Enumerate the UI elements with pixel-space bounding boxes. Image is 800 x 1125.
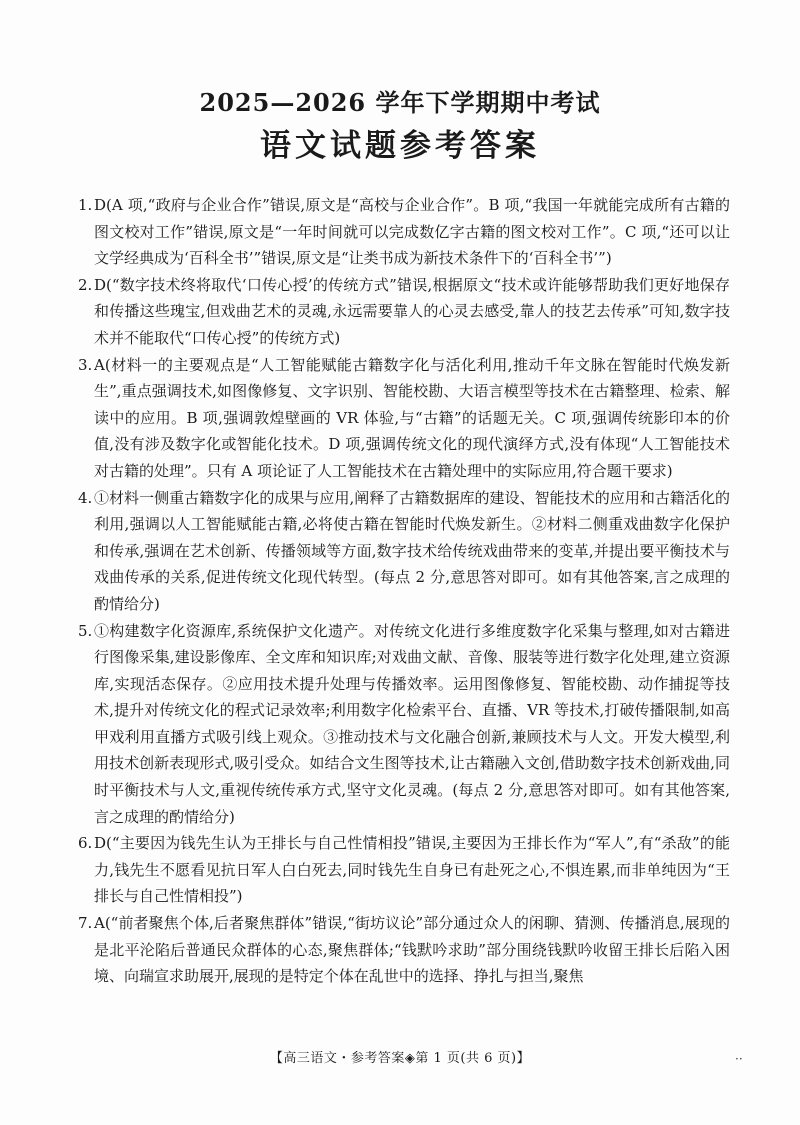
answer-text: D(“数字技术终将取代‘口传心授’的传统方式”错误,根据原文“技术或许能够帮助我们更好地保存和传播这些瑰宝,但戏曲艺术的灵魂,永远需要靠人的心灵去感受,靠人的技艺去传承”可知,数字技术并不能取代“口传心授”的传统方式) xyxy=(94,275,730,347)
answer-text: D(A 项,“政府与企业合作”错误,原文是“高校与企业合作”。B 项,“我国一年就能完成所有古籍的图文校对工作”错误,原文是“一年时间就可以完成数亿字古籍的图文校对工作”。C 项,“还可以让文学经典成为‘百科全书’”错误,原文是“让类书成为新技术条件下的‘百科全书’”) xyxy=(94,196,730,268)
answer-item-2 xyxy=(78,272,730,352)
page-footer: 【高三语文・参考答案◈第 1 页(共 6 页)】 xyxy=(269,1051,531,1066)
answer-number: 3. xyxy=(78,355,93,374)
answer-item-5 xyxy=(78,618,730,831)
answer-number: 1. xyxy=(78,196,93,214)
answer-item-6 xyxy=(78,830,730,910)
answer-item-7 xyxy=(78,910,730,990)
answer-number: 5. xyxy=(78,621,93,640)
exam-title: 2025—2026 学年下学期期中考试 xyxy=(199,88,601,117)
answer-number: 4. xyxy=(78,488,93,507)
answer-text: A(“前者聚焦个体,后者聚焦群体”错误,“街坊议论”部分通过众人的闲聊、猜测、传播消息,展现的是北平沦陷后普通民众群体的心态,聚焦群体;“钱默吟求助”部分围绕钱默吟收留王排长后陷入困境、向瑞宣求助展开,展现的是特定个体在乱世中的选择、挣扎与担当,聚焦 xyxy=(94,914,730,986)
answer-key-title: 语文试题参考答案 xyxy=(260,128,540,164)
answer-text: D(“主要因为钱先生认为王排长与自己性情相投”错误,主要因为王排长作为“军人”,有“杀敌”的能力,钱先生不愿看见抗日军人白白死去,同时钱先生自身已有赴死之心,不惧连累,而非单纯因为“王排长与自己性情相投”) xyxy=(94,834,730,906)
answer-item-1 xyxy=(78,192,730,272)
answer-text: ①材料一侧重古籍数字化的成果与应用,阐释了古籍数据库的建设、智能技术的应用和古籍活化的利用,强调以人工智能赋能古籍,必将使古籍在智能时代焕发新生。②材料二侧重戏曲数字化保护和传承,强调在艺术创新、传播领域等方面,数字技术给传统戏曲带来的变革,并提出要平衡技术与戏曲传承的关系,促进传统文化现代转型。(每点 2 分,意思答对即可。如有其他答案,言之成理的酌情给分) xyxy=(94,488,730,613)
answer-number: 6. xyxy=(78,834,93,853)
answer-text: ①构建数字化资源库,系统保护文化遗产。对传统文化进行多维度数字化采集与整理,如对古籍进行图像采集,建设影像库、全文库和知识库;对戏曲文献、音像、服装等进行数字化处理,建立资源库,实现活态保存。②应用技术提升处理与传播效率。运用图像修复、智能校勘、动作捕捉等技术,提升对传统文化的程式记录效率;利用数字化检索平台、直播、VR 等技术,打破传播限制,如高甲戏利用直播方式吸引线上观众。③推动技术与文化融合创新,兼顾技术与人文。开发大模型,利用技术创新表现形式,吸引受众。如结合文生图等技术,让古籍融入文创,借助数字技术创新戏曲,同时平衡技术与人文,重视传统传承方式,坚守文化灵魂。(每点 2 分,意思答对即可。如有其他答案,言之成理的酌情给分) xyxy=(94,621,730,826)
answer-number: 2. xyxy=(78,275,93,294)
answer-item-3 xyxy=(78,352,730,485)
answer-list xyxy=(78,192,730,990)
answer-number: 7. xyxy=(78,914,93,933)
footer-mark: ·· xyxy=(735,1052,743,1066)
answer-text: A(材料一的主要观点是“人工智能赋能古籍数字化与活化利用,推动千年文脉在智能时代焕发新生”,重点强调技术,如图像修复、文字识别、智能校勘、大语言模型等技术在古籍整理、检索、解读中的应用。B 项,强调敦煌壁画的 VR 体验,与“古籍”的话题无关。C 项,强调传统影印本的价值,没有涉及数字化或智能化技术。D 项,强调传统文化的现代演绎方式,没有体现“人工智能技术对古籍的处理”。只有 A 项论证了人工智能技术在古籍处理中的实际应用,符合题干要求) xyxy=(94,355,730,480)
answer-item-4 xyxy=(78,485,730,618)
